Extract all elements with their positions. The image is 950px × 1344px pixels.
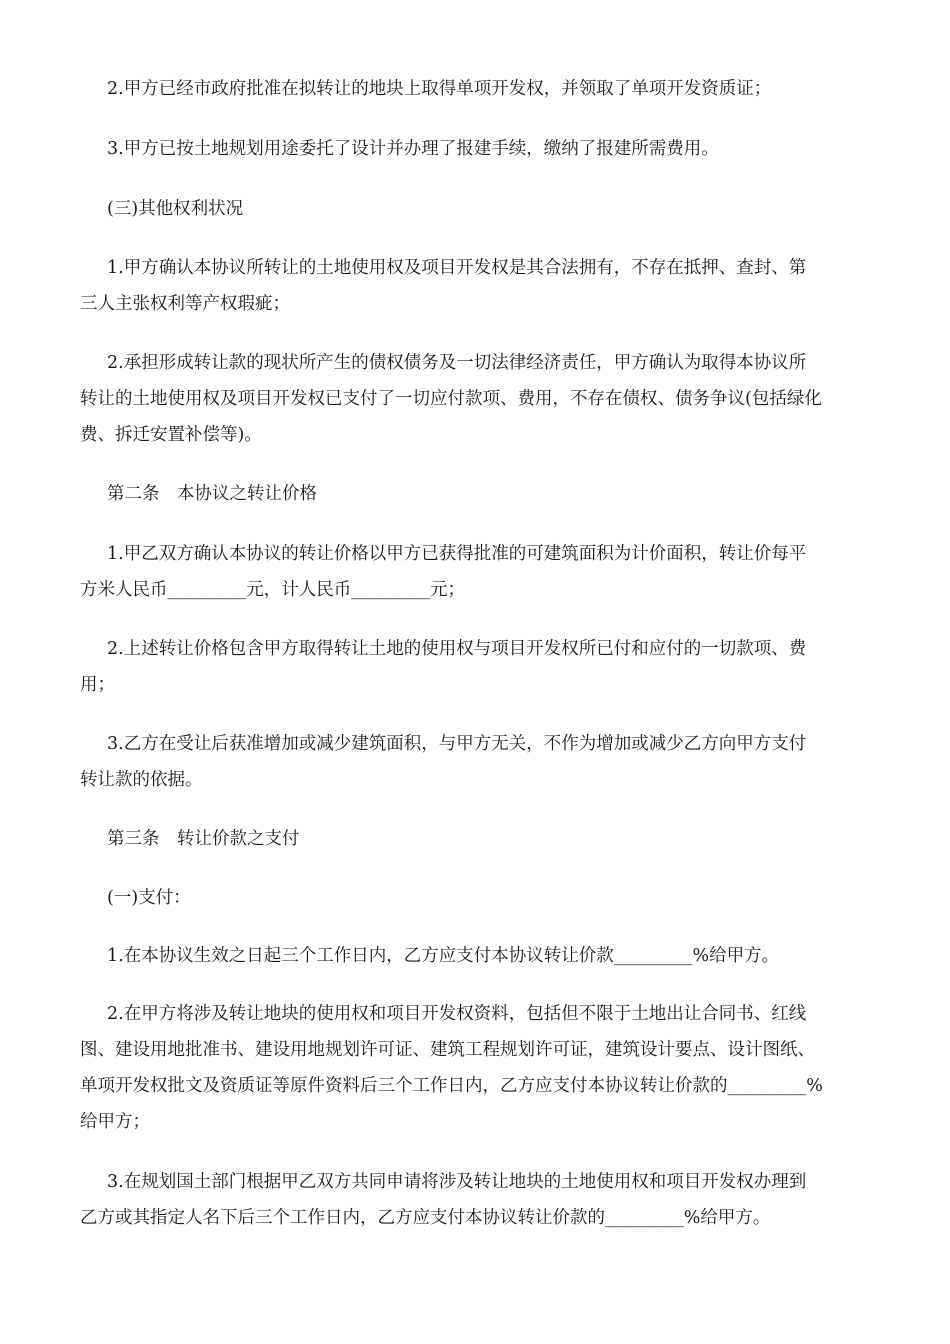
section-heading-payment (107, 880, 882, 916)
text-line: 用； (80, 675, 115, 695)
text-line: 转让的土地使用权及项目开发权已支付了一切应付款项、费用，不存在债权、债务争议(包括绿化 (80, 389, 822, 409)
paragraph-design-filing (107, 131, 882, 167)
section-heading-other-rights (107, 191, 882, 227)
paragraph-second-payment (80, 996, 882, 1140)
text-line: 2.承担形成转让款的现状所产生的债权债务及一切法律经济责任，甲方确认为取得本协议所 (107, 353, 807, 373)
paragraph-price-inclusive (80, 631, 882, 703)
text-line: 1.甲方确认本协议所转让的土地使用权及项目开发权是其合法拥有，不存在抵押、查封、第 (107, 258, 807, 278)
text-line: 2.在甲方将涉及转让地块的使用权和项目开发权资料，包括但不限于土地出让合同书、红线 (107, 1004, 807, 1024)
text-line: (三)其他权利状况 (107, 199, 244, 219)
text-line: 给甲方； (80, 1112, 150, 1132)
article-heading-transfer-price (107, 476, 882, 512)
text-line: 单项开发权批文及资质证等原件资料后三个工作日内，乙方应支付本协议转让价款的_________% (80, 1076, 823, 1096)
text-line: 2.甲方已经市政府批准在拟转让的地块上取得单项开发权，并领取了单项开发资质证； (107, 79, 772, 99)
text-line: 图、建设用地批准书、建设用地规划许可证、建筑工程规划许可证，建筑设计要点、设计图纸、 (80, 1040, 815, 1060)
text-line: (一)支付： (107, 888, 191, 908)
text-line: 1.在本协议生效之日起三个工作日内，乙方应支付本协议转让价款_________%给甲方。 (107, 946, 780, 966)
text-line: 方米人民币_________元，计人民币_________元； (80, 580, 465, 600)
text-line: 3.在规划国土部门根据甲乙双方共同申请将涉及转让地块的土地使用权和项目开发权办理到 (107, 1172, 807, 1192)
text-line: 费、拆迁安置补偿等)。 (80, 425, 262, 445)
text-line: 第二条 本协议之转让价格 (107, 484, 317, 504)
text-line: 转让款的依据。 (80, 770, 203, 790)
text-line: 3.乙方在受让后获准增加或减少建筑面积，与甲方无关，不作为增加或减少乙方向甲方支付 (107, 734, 807, 754)
paragraph-first-payment (107, 938, 882, 974)
text-line: 3.甲方已按土地规划用途委托了设计并办理了报建手续，缴纳了报建所需费用。 (107, 139, 719, 159)
text-line: 三人主张权利等产权瑕疵； (80, 294, 290, 314)
paragraph-third-payment (80, 1164, 882, 1236)
paragraph-debts-liabilities (80, 345, 882, 453)
article-heading-payment (107, 821, 882, 857)
text-line: 乙方或其指定人名下后三个工作日内，乙方应支付本协议转让价款的_________%给甲方。 (80, 1208, 771, 1228)
paragraph-legal-ownership (80, 250, 882, 322)
paragraph-price-per-sqm (80, 536, 882, 608)
text-line: 1.甲乙双方确认本协议的转让价格以甲方已获得批准的可建筑面积为计价面积，转让价每平 (107, 544, 807, 564)
paragraph-development-right (107, 71, 882, 107)
text-line: 2.上述转让价格包含甲方取得转让土地的使用权与项目开发权所已付和应付的一切款项、费 (107, 639, 807, 659)
text-line: 第三条 转让价款之支付 (107, 829, 300, 849)
paragraph-area-change (80, 726, 882, 798)
